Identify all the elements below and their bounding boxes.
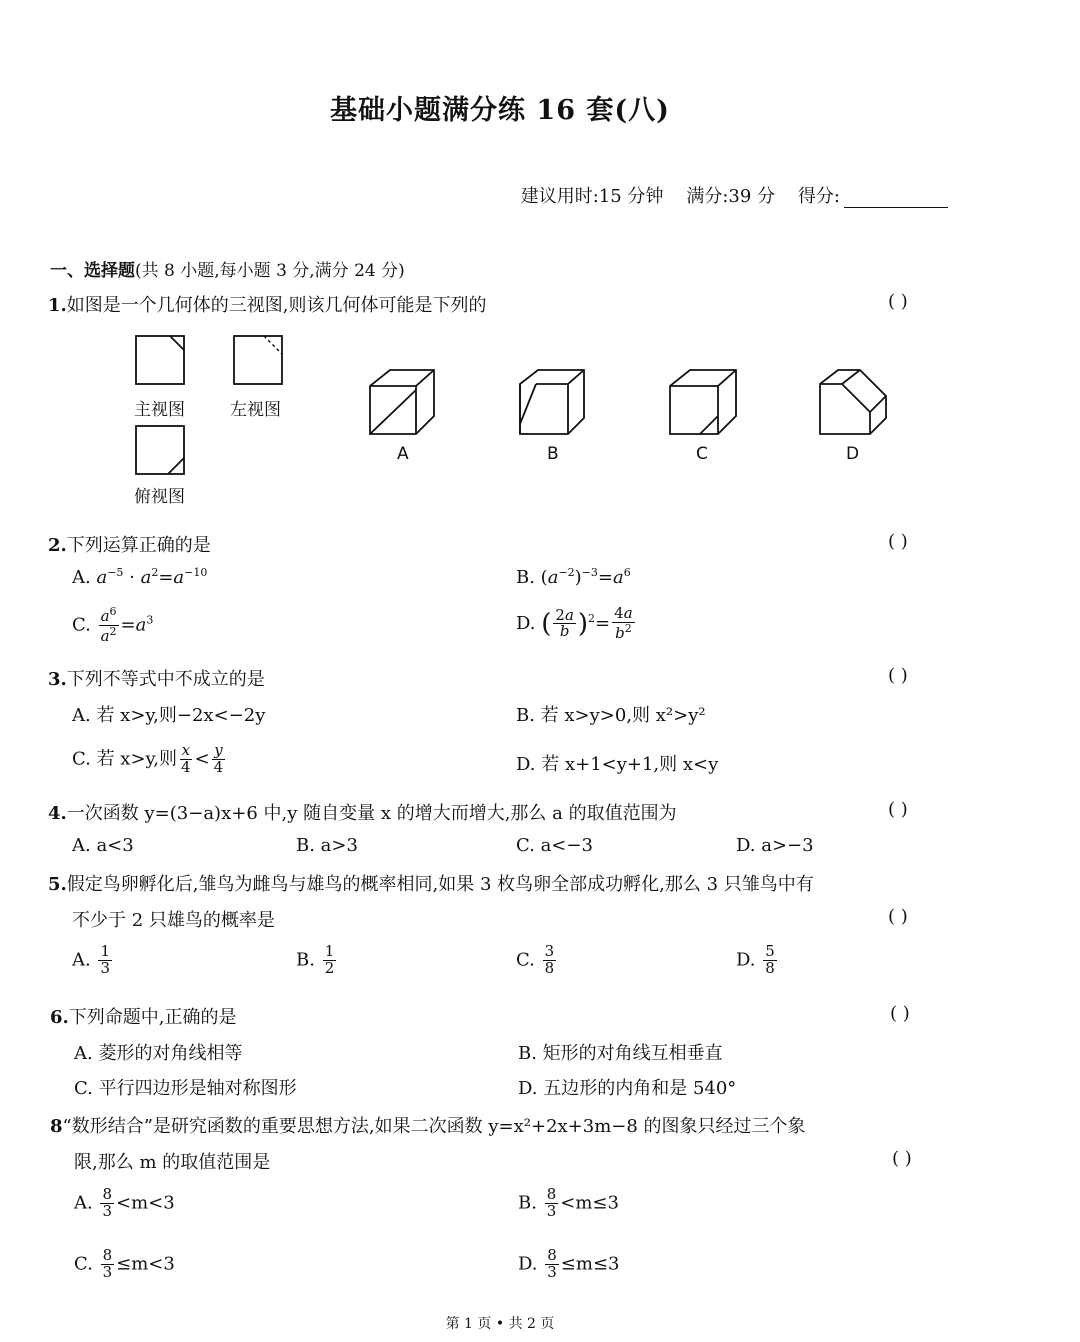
- side-view-shape: [234, 336, 282, 384]
- question-2: [48, 531, 211, 557]
- question-text: 一次函数 y=(3−a)x+6 中,y 随自变量 x 的增大而增大,那么 a 的取值范围为: [66, 803, 677, 824]
- q5-option-b: B. $\frac{1}{2}$: [296, 942, 335, 977]
- q6-option-c: C. 平行四边形是轴对称图形: [74, 1078, 297, 1099]
- top-view-label: 俯视图: [134, 487, 185, 507]
- question-number: 3.: [48, 669, 67, 690]
- section-heading: [50, 256, 405, 281]
- front-view-shape: [136, 336, 184, 384]
- suggested-time: 建议用时:15 分钟: [520, 186, 664, 207]
- q4-option-a: A. a<3: [72, 835, 134, 856]
- solid-options-figure: [360, 362, 900, 442]
- q4-option-b: B. a>3: [296, 835, 358, 856]
- q3-option-c-prefix: C. 若 x>y,则: [72, 748, 178, 770]
- top-view-shape: [136, 426, 184, 474]
- q3-option-c: C. 若 x>y,则 $\frac{x}{4}$ < $\frac{y}{4}$: [72, 741, 224, 776]
- q4-option-c: C. a<−3: [516, 835, 593, 856]
- question-4: [48, 799, 677, 825]
- question-number: 1.: [48, 295, 67, 316]
- q6-option-b: B. 矩形的对角线互相垂直: [518, 1043, 723, 1064]
- question-text: 下列运算正确的是: [66, 535, 211, 556]
- q3-option-a: A. 若 x>y,则−2x<−2y: [72, 705, 266, 726]
- solid-b: [520, 370, 584, 434]
- q5-option-a: A. $\frac{1}{3}$: [72, 942, 111, 977]
- q5-option-d: D. $\frac{5}{8}$: [736, 942, 775, 977]
- answer-paren[interactable]: ( ): [888, 799, 908, 820]
- q7-option-d: D. $\frac{8}{3}$ ≤m≤3: [518, 1246, 620, 1281]
- q3-option-b: B. 若 x>y>0,则 x²>y²: [516, 705, 706, 726]
- question-number: 8: [50, 1116, 63, 1137]
- choice-label-d: D: [846, 444, 860, 464]
- solid-a: [370, 370, 434, 434]
- solid-d: [820, 370, 886, 434]
- section-title: 一、选择题: [50, 261, 135, 281]
- page-footer: 第 1 页 • 共 2 页: [445, 1316, 555, 1332]
- answer-paren[interactable]: ( ): [888, 531, 908, 552]
- question-text-line-1: 假定鸟卵孵化后,雏鸟为雌鸟与雄鸟的概率相同,如果 3 枚鸟卵全部成功孵化,那么 3 只雏鸟中有: [66, 874, 814, 895]
- q6-option-a: A. 菱形的对角线相等: [74, 1043, 243, 1064]
- answer-paren[interactable]: ( ): [888, 291, 908, 312]
- score-label: 得分:: [797, 186, 840, 207]
- choice-label-c: C: [696, 444, 708, 464]
- question-text-line-2: 不少于 2 只雄鸟的概率是: [72, 910, 275, 931]
- page-title: 基础小题满分练 16 套(八): [330, 95, 670, 126]
- q4-option-d: D. a>−3: [736, 835, 814, 856]
- answer-paren[interactable]: ( ): [888, 906, 908, 927]
- q5-option-c: C. $\frac{3}{8}$: [516, 942, 555, 977]
- choice-label-b: B: [547, 444, 559, 464]
- question-5: [48, 870, 814, 896]
- section-note: (共 8 小题,每小题 3 分,满分 24 分): [135, 261, 405, 281]
- question-text: 如图是一个几何体的三视图,则该几何体可能是下列的: [66, 295, 487, 316]
- q2-option-d: D. ( $\frac{2a}{b}$ )$^2$= $\frac{4a}{b^2}$: [516, 604, 633, 642]
- q2-option-b: B. $(a^{-2})^{-3}=a^6$: [516, 566, 631, 588]
- question-number: 5.: [48, 874, 67, 895]
- question-7: [50, 1112, 806, 1138]
- question-1: [48, 291, 487, 317]
- exam-meta: [521, 182, 948, 208]
- q3-option-d: D. 若 x+1<y+1,则 x<y: [516, 754, 719, 775]
- question-text: 下列命题中,正确的是: [68, 1007, 237, 1028]
- question-text: 下列不等式中不成立的是: [66, 669, 265, 690]
- question-number: 4.: [48, 803, 67, 824]
- front-view-label: 主视图: [134, 400, 185, 420]
- question-6: [50, 1003, 237, 1029]
- q2-option-a: A. $a^{-5} \cdot a^2=a^{-10}$: [72, 566, 208, 588]
- question-number: 2.: [48, 535, 67, 556]
- answer-paren[interactable]: ( ): [888, 665, 908, 686]
- q7-option-a: A. $\frac{8}{3}$ <m<3: [74, 1185, 175, 1220]
- q7-option-b: B. $\frac{8}{3}$ <m≤3: [518, 1185, 619, 1220]
- answer-paren[interactable]: ( ): [890, 1003, 910, 1024]
- q6-option-d: D. 五边形的内角和是 540°: [518, 1078, 737, 1099]
- solid-c: [670, 370, 736, 434]
- question-text-line-1: “数形结合”是研究函数的重要思想方法,如果二次函数 y=x²+2x+3m−8 的图象只经过三个象: [62, 1116, 806, 1137]
- question-number: 6.: [50, 1007, 69, 1028]
- question-3: [48, 665, 265, 691]
- question-text-line-2: 限,那么 m 的取值范围是: [74, 1152, 271, 1173]
- answer-paren[interactable]: ( ): [892, 1148, 912, 1169]
- choice-label-a: A: [397, 444, 409, 464]
- score-blank[interactable]: [844, 189, 948, 208]
- q2-option-c: C. $\frac{a^6}{a^2}$ $=a^3$: [72, 605, 154, 645]
- side-view-label: 左视图: [230, 400, 281, 420]
- q7-option-c: C. $\frac{8}{3}$ ≤m<3: [74, 1246, 175, 1281]
- full-score: 满分:39 分: [686, 186, 776, 207]
